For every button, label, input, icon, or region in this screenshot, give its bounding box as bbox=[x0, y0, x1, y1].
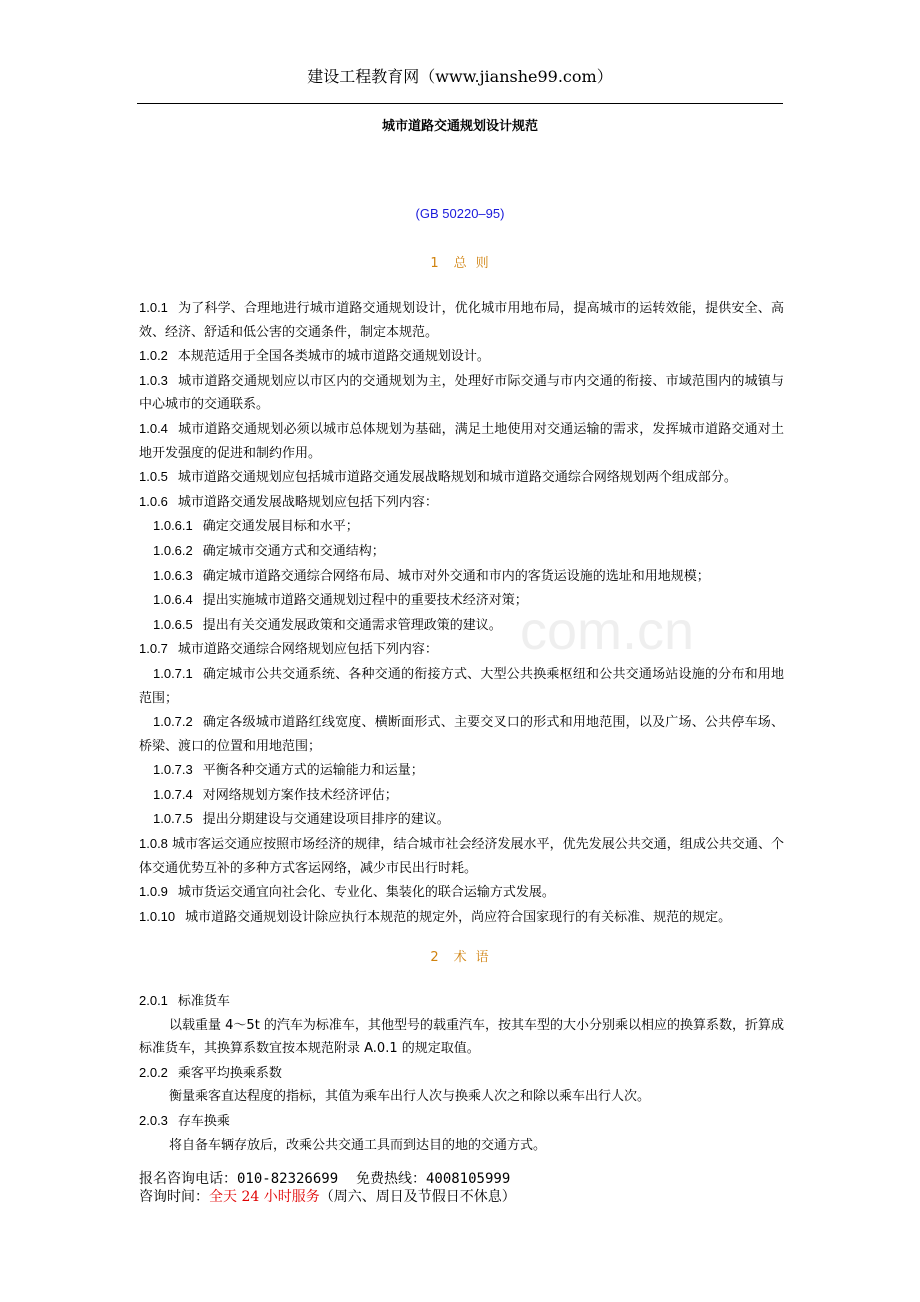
clause-number: 1.0.6.1 bbox=[153, 518, 193, 534]
section-2-title-b: 语 bbox=[475, 950, 490, 965]
section-2-number: 2 bbox=[430, 950, 440, 965]
term-2-0-2 bbox=[139, 1061, 784, 1086]
section-1-heading bbox=[0, 252, 920, 271]
clause-text: 确定交通发展目标和水平； bbox=[202, 519, 359, 535]
term-name: 乘客平均换乘系数 bbox=[177, 1065, 282, 1081]
phone-number: 010-82326699 bbox=[237, 1171, 339, 1187]
term-number: 2.0.2 bbox=[139, 1064, 168, 1080]
term-2-0-3 bbox=[139, 1109, 784, 1134]
clause-number: 1.0.6 bbox=[139, 493, 168, 509]
section-2-body bbox=[139, 989, 784, 1157]
clause-number: 1.0.3 bbox=[139, 372, 168, 388]
clause-text: 对网络规划方案作技术经济评估； bbox=[202, 787, 398, 803]
phone-label: 报名咨询电话： bbox=[139, 1171, 237, 1187]
term-number: 2.0.3 bbox=[139, 1112, 168, 1128]
section-2-title-a: 术 bbox=[453, 950, 468, 965]
clause-number: 1.0.6.5 bbox=[153, 616, 193, 632]
clause-text: 确定城市交通方式和交通结构； bbox=[202, 543, 385, 559]
section-1-title-a: 总 bbox=[453, 256, 468, 271]
clause-text: 城市货运交通宜向社会化、专业化、集装化的联合运输方式发展。 bbox=[177, 885, 555, 901]
clause-text: 确定各级城市道路红线宽度、横断面形式、主要交叉口的形式和用地范围，以及广场、公共停车场、桥梁、渡口的位置和用地范围； bbox=[139, 715, 784, 754]
clause-1-0-7-2 bbox=[139, 710, 784, 758]
clause-number: 1.0.2 bbox=[139, 348, 168, 364]
clause-text: 提出分期建设与交通建设项目排序的建议。 bbox=[202, 812, 450, 828]
clause-number: 1.0.9 bbox=[139, 884, 168, 900]
clause-text: 确定城市道路交通综合网络布局、城市对外交通和市内的客货运设施的选址和用地规模； bbox=[202, 568, 710, 584]
section-1-title-b: 则 bbox=[475, 256, 490, 271]
clause-1-0-9 bbox=[139, 880, 784, 905]
hotline-label: 免费热线： bbox=[355, 1171, 426, 1187]
hours-note: （周六、周日及节假日不休息） bbox=[319, 1189, 516, 1205]
section-1-body bbox=[139, 296, 784, 929]
clause-text: 提出有关交通发展政策和交通需求管理政策的建议。 bbox=[202, 617, 502, 633]
clause-1-0-7-5 bbox=[139, 807, 784, 832]
header-divider bbox=[137, 103, 783, 104]
clause-number: 1.0.7.5 bbox=[153, 811, 193, 827]
clause-number: 1.0.6.2 bbox=[153, 542, 193, 558]
document-title: 城市道路交通规划设计规范 bbox=[381, 119, 538, 134]
clause-number: 1.0.7.2 bbox=[153, 714, 193, 730]
clause-number: 1.0.10 bbox=[139, 908, 176, 924]
clause-1-0-7-1 bbox=[139, 662, 784, 710]
clause-1-0-2 bbox=[139, 344, 784, 369]
section-1-number: 1 bbox=[430, 256, 440, 271]
clause-text: 城市道路交通规划必须以城市总体规划为基础，满足土地使用对交通运输的需求，发挥城市道路交通对土地开发强度的促进和制约作用。 bbox=[139, 421, 784, 461]
clause-number: 1.0.7.4 bbox=[153, 786, 193, 802]
clause-text: 城市道路交通规划设计除应执行本规范的规定外，尚应符合国家现行的有关标准、规范的规定。 bbox=[185, 909, 732, 925]
clause-text: 城市道路交通综合网络规划应包括下列内容： bbox=[177, 642, 438, 658]
clause-1-0-3 bbox=[139, 369, 784, 417]
clause-1-0-6 bbox=[139, 490, 784, 515]
section-2-heading bbox=[0, 946, 920, 965]
term-2-0-1 bbox=[139, 989, 784, 1014]
clause-1-0-10 bbox=[139, 905, 784, 930]
clause-number: 1.0.7.1 bbox=[153, 665, 193, 681]
clause-text: 城市客运交通应按照市场经济的规律，结合城市社会经济发展水平，优先发展公共交通，组成公共交通、个体交通优势互补的多种方式客运网络，减少市民出行时耗。 bbox=[139, 837, 784, 876]
footer-hours-line bbox=[139, 1188, 839, 1206]
clause-text: 城市道路交通发展战略规划应包括下列内容： bbox=[177, 494, 438, 510]
clause-number: 1.0.5 bbox=[139, 469, 168, 485]
clause-1-0-4 bbox=[139, 417, 784, 465]
hours-label: 咨询时间： bbox=[139, 1189, 209, 1205]
clause-text: 为了科学、合理地进行城市道路交通规划设计，优化城市用地布局，提高城市的运转效能，提供安全、高效、经济、舒适和低公害的交通条件，制定本规范。 bbox=[139, 301, 784, 340]
term-number: 2.0.1 bbox=[139, 993, 168, 1008]
clause-text: 平衡各种交通方式的运输能力和运量； bbox=[202, 763, 424, 779]
clause-text: 城市道路交通规划应以市区内的交通规划为主，处理好市际交通与市内交通的衔接、市域范围内的城镇与中心城市的交通联系。 bbox=[139, 373, 784, 413]
term-definition: 将自备车辆存放后，改乘公共交通工具而到达目的地的交通方式。 bbox=[169, 1137, 547, 1153]
watermark: com.cn bbox=[520, 601, 695, 661]
term-name: 标准货车 bbox=[177, 994, 230, 1009]
clause-number: 1.0.7 bbox=[139, 641, 168, 657]
clause-1-0-5 bbox=[139, 465, 784, 490]
clause-number: 1.0.8 bbox=[139, 836, 168, 852]
clause-1-0-7-4 bbox=[139, 783, 784, 808]
term-definition: 以载重量 4～5t 的汽车为标准车，其他型号的载重汽车，按其车型的大小分别乘以相应的换算系数，折算成标准货车，其换算系数宜按本规范附录 A.0.1 的规定取值。 bbox=[139, 1017, 784, 1057]
clause-1-0-6-5 bbox=[139, 613, 784, 638]
clause-number: 1.0.6.4 bbox=[153, 592, 193, 608]
clause-text: 确定城市公共交通系统、各种交通的衔接方式、大型公共换乘枢纽和公共交通场站设施的分布和用地范围； bbox=[139, 666, 784, 706]
footer-phone-line bbox=[139, 1170, 839, 1188]
clause-1-0-6-2 bbox=[139, 539, 784, 564]
clause-number: 1.0.1 bbox=[139, 300, 168, 315]
contact-footer bbox=[139, 1170, 839, 1206]
site-header: 建设工程教育网（www.jianshe99.com） bbox=[307, 67, 613, 86]
standard-code: (GB 50220–95) bbox=[415, 206, 505, 221]
clause-1-0-1 bbox=[139, 296, 784, 344]
hours-highlight: 全天 24 小时服务 bbox=[209, 1189, 320, 1205]
clause-text: 本规范适用于全国各类城市的城市道路交通规划设计。 bbox=[177, 349, 490, 365]
term-name: 存车换乘 bbox=[177, 1113, 230, 1129]
clause-1-0-7 bbox=[139, 637, 784, 662]
clause-1-0-6-3 bbox=[139, 564, 784, 589]
clause-number: 1.0.4 bbox=[139, 420, 168, 436]
clause-text: 城市道路交通规划应包括城市道路交通发展战略规划和城市道路交通综合网络规划两个组成部分。 bbox=[177, 470, 737, 486]
clause-number: 1.0.6.3 bbox=[153, 567, 193, 583]
hotline-number: 4008105999 bbox=[425, 1171, 511, 1187]
clause-text: 提出实施城市道路交通规划过程中的重要技术经济对策； bbox=[202, 593, 528, 609]
clause-number: 1.0.7.3 bbox=[153, 762, 193, 778]
clause-1-0-8 bbox=[139, 832, 784, 880]
clause-1-0-6-1 bbox=[139, 514, 784, 539]
clause-1-0-7-3 bbox=[139, 758, 784, 783]
term-definition: 衡量乘客直达程度的指标，其值为乘车出行人次与换乘人次之和除以乘车出行人次。 bbox=[169, 1089, 651, 1105]
clause-1-0-6-4 bbox=[139, 588, 784, 613]
